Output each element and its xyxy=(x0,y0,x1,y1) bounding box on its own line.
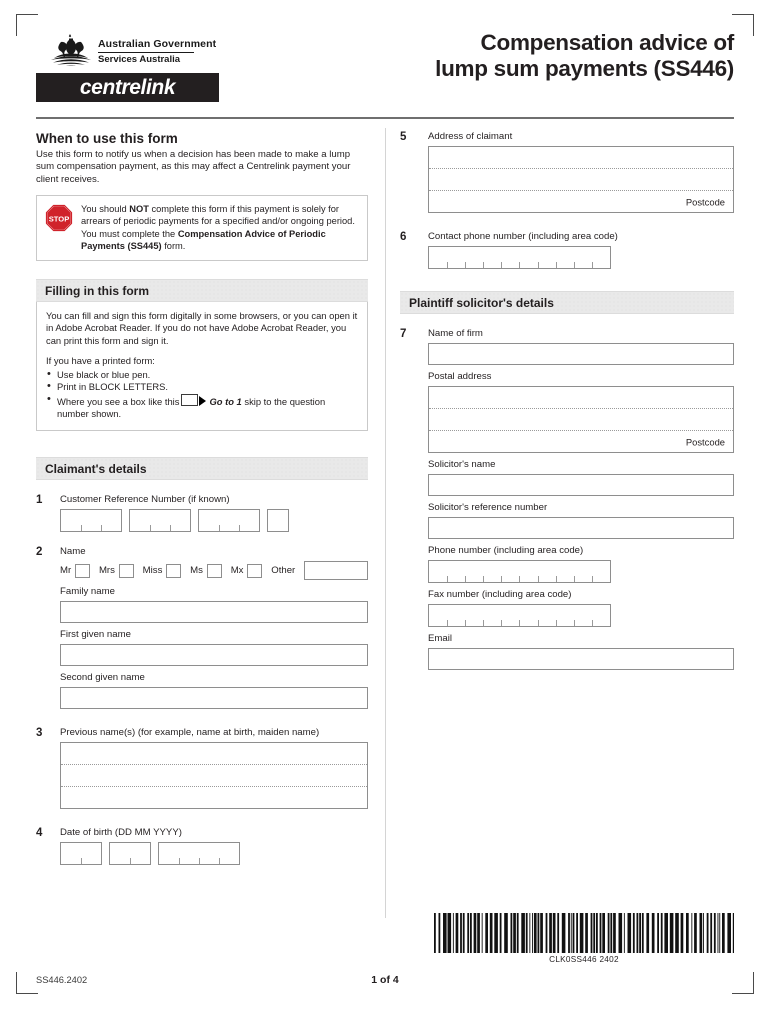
question-2 xyxy=(36,546,368,709)
left-column xyxy=(36,131,368,865)
previous-names-line-2[interactable] xyxy=(61,765,367,787)
claimant-address-line-1[interactable] xyxy=(429,147,733,169)
question-3 xyxy=(36,727,368,809)
crop-mark-top-left xyxy=(16,14,38,36)
claimant-postcode-label: Postcode xyxy=(685,196,725,207)
question-4-label: Date of birth (DD MM YYYY) xyxy=(60,827,182,839)
goto-bullet-post: skip to the question number shown. xyxy=(57,395,326,420)
name-of-firm-label: Name of firm xyxy=(428,328,483,339)
previous-names-input[interactable] xyxy=(60,742,368,809)
question-7-number: 7 xyxy=(400,328,407,340)
stop-sign-icon xyxy=(45,204,73,232)
goto-label: Go to 1 xyxy=(209,395,242,407)
question-6-label: Contact phone number (including area code) xyxy=(428,231,618,242)
postal-postcode-label: Postcode xyxy=(685,436,725,447)
goto-bullet-pre: Where you see a box like this xyxy=(57,395,180,407)
title-label-mrs: Mrs xyxy=(98,565,115,577)
postal-address-label: Postal address xyxy=(428,371,492,382)
question-5-label: Address of claimant xyxy=(428,131,513,142)
title-label-miss: Miss xyxy=(142,565,163,577)
question-6 xyxy=(400,231,734,269)
filling-bullet-list xyxy=(46,369,358,421)
question-6-number: 6 xyxy=(400,231,407,243)
solicitor-phone-input[interactable] xyxy=(428,560,734,583)
gov-divider xyxy=(98,52,194,53)
date-of-birth-input[interactable] xyxy=(60,842,368,865)
svg-text:STOP: STOP xyxy=(48,214,70,224)
question-3-number: 3 xyxy=(36,727,43,740)
claimant-address-input[interactable] xyxy=(428,146,734,213)
barcode-area xyxy=(434,913,734,964)
filling-bullet-1: • Use black or blue pen. xyxy=(46,369,358,382)
title-label-mx: Mx xyxy=(230,565,244,577)
filling-in-this-form-heading: Filling in this form xyxy=(36,279,368,302)
filling-paragraph-1: You can fill and sign this form digitally in some browsers, or you can open it in Adobe Acrobat Reader. If you do not have Adobe Acrobat Reader, you can print this form and sign it. xyxy=(46,310,358,346)
name-of-firm-input[interactable] xyxy=(428,343,734,365)
stop-text-3: form. xyxy=(161,240,186,251)
solicitor-phone-label: Phone number (including area code) xyxy=(428,545,584,556)
centrelink-logo-text: centrelink xyxy=(79,76,176,99)
header-divider xyxy=(36,117,734,119)
dob-year-group[interactable] xyxy=(158,842,240,865)
column-divider xyxy=(385,128,386,918)
filling-bullet-2: • Print in BLOCK LETTERS. xyxy=(46,381,358,394)
solicitor-name-label: Solicitor's name xyxy=(428,459,496,470)
claimant-address-line-3[interactable] xyxy=(429,191,733,212)
barcode-text: CLK0SS446 2402 xyxy=(549,955,619,964)
stop-text-1: You should xyxy=(81,204,130,215)
family-name-input[interactable] xyxy=(60,601,368,623)
goto-box-icon xyxy=(181,394,198,406)
solicitor-reference-input[interactable] xyxy=(428,517,734,539)
gov-line-1: Australian Government xyxy=(98,38,217,50)
question-2-number: 2 xyxy=(36,546,43,559)
when-to-use-heading: When to use this form xyxy=(36,131,178,146)
gov-line-2: Services Australia xyxy=(98,54,181,65)
second-given-name-input[interactable] xyxy=(60,687,368,709)
government-wordmark xyxy=(98,38,216,65)
filling-paragraph-2: If you have a printed form: xyxy=(46,355,155,367)
question-2-label: Name xyxy=(60,546,86,558)
title-label-other: Other xyxy=(271,565,296,577)
contact-phone-cells[interactable] xyxy=(428,246,611,269)
footer-page-number: 1 of 4 xyxy=(371,974,399,986)
claimant-address-line-2[interactable] xyxy=(429,169,733,191)
stop-notice-text xyxy=(81,203,359,252)
postal-address-line-1[interactable] xyxy=(429,387,733,409)
stop-text-2: complete this form if this payment is solely for arrears of periodic payments for a specified and/or ongoing period. You must complete the xyxy=(81,204,355,239)
filling-in-this-form-body xyxy=(36,302,368,431)
question-7 xyxy=(400,328,734,670)
title-checkbox-mx[interactable] xyxy=(247,564,262,578)
crn-group-3[interactable] xyxy=(198,509,260,532)
solicitor-email-input[interactable] xyxy=(428,648,734,670)
question-1-number: 1 xyxy=(36,494,43,507)
solicitor-name-input[interactable] xyxy=(428,474,734,496)
claimants-details-heading: Claimant's details xyxy=(36,457,368,480)
question-4-number: 4 xyxy=(36,827,43,840)
solicitor-fax-input[interactable] xyxy=(428,604,734,627)
crn-group-1[interactable] xyxy=(60,509,122,532)
crn-group-2[interactable] xyxy=(129,509,191,532)
dob-day-group[interactable] xyxy=(60,842,102,865)
title-label-ms: Ms xyxy=(190,565,203,577)
postal-address-input[interactable] xyxy=(428,386,734,453)
right-column xyxy=(400,131,734,670)
previous-names-line-3[interactable] xyxy=(61,787,367,808)
title-label-mr: Mr xyxy=(60,565,72,577)
postal-address-line-2[interactable] xyxy=(429,409,733,431)
title-checkbox-miss[interactable] xyxy=(166,564,181,578)
australian-coat-of-arms-icon xyxy=(48,33,94,67)
contact-phone-input[interactable] xyxy=(428,246,734,269)
first-given-name-input[interactable] xyxy=(60,644,368,666)
title-checkbox-ms[interactable] xyxy=(207,564,222,578)
question-5-number: 5 xyxy=(400,131,407,143)
when-to-use-paragraph: Use this form to notify us when a decision has been made to make a lump sum compensation payment, as this may affect a Centrelink payment your client receives. xyxy=(36,149,351,185)
centrelink-logo xyxy=(36,73,219,102)
second-given-name-label: Second given name xyxy=(60,672,145,684)
question-1-label: Customer Reference Number (if known) xyxy=(60,494,230,506)
goto-arrow-icon xyxy=(199,396,206,406)
footer-form-code: SS446.2402 xyxy=(36,975,88,985)
crn-group-4[interactable] xyxy=(267,509,289,532)
title-checkbox-mrs[interactable] xyxy=(119,564,134,578)
title-checkbox-row xyxy=(60,561,368,580)
page-title-line-2: lump sum payments (SS446) xyxy=(435,56,734,81)
stop-notice xyxy=(36,195,368,261)
solicitor-fax-cells[interactable] xyxy=(428,604,611,627)
title-checkbox-mr[interactable] xyxy=(75,564,90,578)
stop-text-bold-ss445: Compensation Advice of Periodic Payments (SS445) xyxy=(81,228,326,251)
solicitor-phone-cells[interactable] xyxy=(428,560,611,583)
filling-bullet-3 xyxy=(46,394,358,421)
plaintiff-solicitor-details-heading: Plaintiff solicitor's details xyxy=(400,291,734,314)
solicitor-fax-label: Fax number (including area code) xyxy=(428,589,572,600)
crop-mark-top-right xyxy=(732,14,754,36)
first-given-name-label: First given name xyxy=(60,629,131,641)
solicitor-reference-label: Solicitor's reference number xyxy=(428,502,548,513)
page-title xyxy=(304,30,734,82)
solicitor-email-label: Email xyxy=(428,633,452,644)
question-4 xyxy=(36,827,368,865)
question-1 xyxy=(36,494,368,532)
family-name-label: Family name xyxy=(60,586,115,598)
postal-address-line-3[interactable] xyxy=(429,431,733,452)
barcode-icon xyxy=(434,913,734,953)
title-other-input[interactable] xyxy=(304,561,368,580)
question-5 xyxy=(400,131,734,213)
crn-input[interactable] xyxy=(60,509,368,532)
stop-text-bold-not: NOT xyxy=(129,204,149,215)
dob-month-group[interactable] xyxy=(109,842,151,865)
previous-names-line-1[interactable] xyxy=(61,743,367,765)
question-3-label: Previous name(s) (for example, name at birth, maiden name) xyxy=(60,727,320,739)
page-title-line-1: Compensation advice of xyxy=(480,30,734,55)
